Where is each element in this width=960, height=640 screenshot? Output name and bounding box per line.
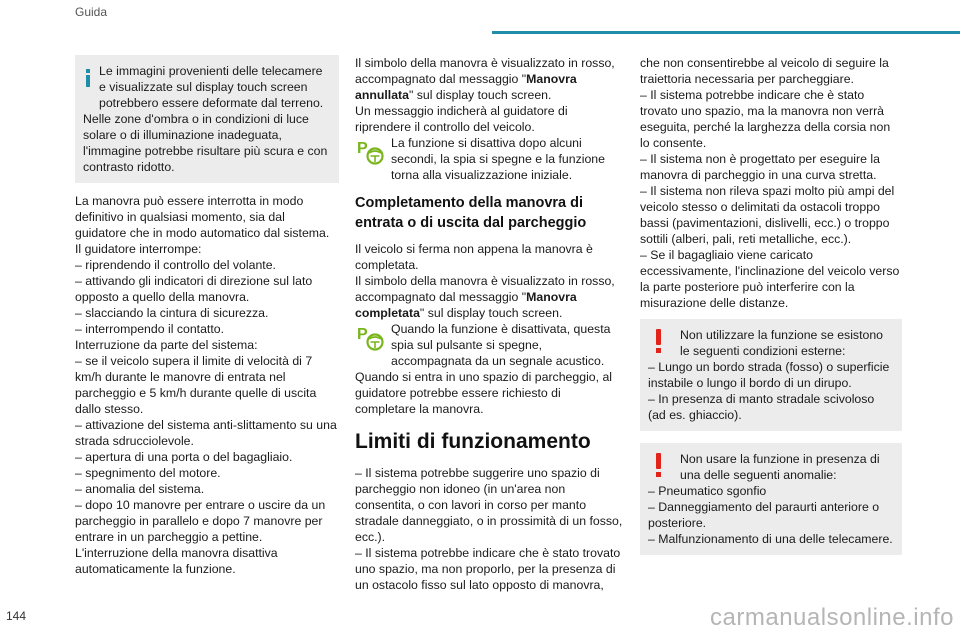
header-accent-bar bbox=[492, 31, 960, 34]
info-text: Nelle zone d'ombra o in condizioni di luce solare o di illuminazione inadeguata, l'immagine potrebbe risultare più scura e con contrasto ridotto. bbox=[83, 112, 328, 174]
warning-item: – Pneumatico sgonfio bbox=[648, 484, 767, 498]
body-paragraph: Quando si entra in uno spazio di parcheggio, al guidatore potrebbe essere richiesto di completare la manovra. bbox=[355, 370, 613, 416]
info-icon bbox=[83, 69, 93, 87]
column-left bbox=[75, 55, 339, 577]
list-item: – Il sistema potrebbe indicare che è stato trovato uno spazio, ma la manovra non verrà eseguita, perché la larghezza della corsia non lo consente. bbox=[640, 88, 891, 150]
body-paragraph: Interruzione da parte del sistema: bbox=[75, 338, 258, 352]
body-paragraph: La manovra può essere interrotta in modo definitivo in qualsiasi momento, sia dal guidatore che in modo automatico dal sistema. bbox=[75, 194, 330, 240]
warning-box bbox=[640, 443, 902, 555]
info-box bbox=[75, 55, 339, 183]
warning-text: Non usare la funzione in presenza di una delle seguenti anomalie: bbox=[680, 452, 880, 482]
watermark: carmanualsonline.info bbox=[710, 604, 954, 631]
list-item: – Se il bagagliaio viene caricato eccessivamente, l'inclinazione del veicolo verso la parte posteriore può interferire con la misurazione delle distanze. bbox=[640, 248, 900, 310]
warning-icon bbox=[648, 329, 670, 355]
body-paragraph: P Quando la funzione è disattivata, questa spia sul pulsante si spegne, accompagnata da un segnale acustico. bbox=[357, 322, 611, 368]
body-paragraph: Il veicolo si ferma non appena la manovra è completata. bbox=[355, 242, 593, 272]
list-item: – spegnimento del motore. bbox=[75, 466, 221, 480]
page-header-title: Guida bbox=[75, 5, 108, 19]
body-paragraph: P La funzione si disattiva dopo alcuni secondi, la spia si spegne e la funzione torna alla visualizzazione iniziale. bbox=[357, 136, 605, 182]
info-text: Le immagini provenienti delle telecamere e visualizzate sul display touch screen potrebbero essere deformate dal terreno. bbox=[99, 64, 324, 110]
body-paragraph: Il guidatore interrompe: bbox=[75, 242, 202, 256]
list-item: – dopo 10 manovre per entrare o uscire da un parcheggio in parallelo e dopo 7 manovre per entrare in un parcheggio a pettine. bbox=[75, 498, 326, 544]
park-assist-indicator-icon bbox=[355, 322, 385, 352]
warning-item: – Lungo un bordo strada (fosso) o superficie instabile o lungo il bordo di un dirupo. bbox=[648, 360, 890, 390]
warning-item: – Danneggiamento del paraurti anteriore o posteriore. bbox=[648, 500, 880, 530]
list-item: – interrompendo il contatto. bbox=[75, 322, 225, 336]
warning-text: Non utilizzare la funzione se esistono le seguenti condizioni esterne: bbox=[680, 328, 884, 358]
list-item: – Il sistema potrebbe indicare che è stato trovato uno spazio, ma non proporlo, per la presenza di un ostacolo fisso sul lato opposto di manovra, bbox=[355, 546, 621, 592]
page-number: 144 bbox=[6, 609, 27, 623]
column-left-body bbox=[75, 193, 339, 577]
section-heading: Completamento della manovra di entrata o di uscita dal parcheggio bbox=[355, 195, 587, 231]
list-item: – attivazione del sistema anti-slittamento su una strada sdrucciolevole. bbox=[75, 418, 337, 448]
list-item: – Il sistema non rileva spazi molto più ampi del veicolo stesso o delimitati da ostacoli troppo bassi (pavimentazioni, dislivelli, ecc.) o troppo sottili (alberi, pali, reti metalliche, ecc.). bbox=[640, 184, 895, 246]
svg-text:P: P bbox=[357, 326, 368, 343]
list-item: – Il sistema non è progettato per eseguire la manovra di parcheggio in una curva stretta. bbox=[640, 152, 880, 182]
list-item: – slacciando la cintura di sicurezza. bbox=[75, 306, 269, 320]
list-item: – apertura di una porta o del bagagliaio. bbox=[75, 450, 293, 464]
list-item: – attivando gli indicatori di direzione sul lato opposto a quello della manovra. bbox=[75, 274, 313, 304]
body-paragraph: L'interruzione della manovra disattiva automaticamente la funzione. bbox=[75, 546, 278, 576]
body-paragraph: Un messaggio indicherà al guidatore di riprendere il controllo del veicolo. bbox=[355, 104, 568, 134]
list-item: – se il veicolo supera il limite di velocità di 7 km/h durante le manovre di entrata nel parcheggio e 5 km/h durante quelle di uscita dallo stesso. bbox=[75, 354, 317, 416]
warning-item: – In presenza di manto stradale scivoloso (ad es. ghiaccio). bbox=[648, 392, 875, 422]
list-item: – Il sistema potrebbe suggerire uno spazio di parcheggio non idoneo (in un'area non consentita, o con lavori in corso per manto stradale danneggiato, o in prossimità di un fosso, ecc.). bbox=[355, 466, 623, 544]
section-title: Limiti di funzionamento bbox=[355, 430, 591, 453]
svg-text:P: P bbox=[357, 140, 368, 157]
warning-item: – Malfunzionamento di una delle telecamere. bbox=[648, 532, 893, 546]
park-assist-indicator-icon bbox=[355, 136, 385, 166]
column-right bbox=[640, 55, 902, 555]
body-paragraph: che non consentirebbe al veicolo di seguire la traiettoria necessaria per parcheggiare. bbox=[640, 56, 889, 86]
column-middle bbox=[355, 55, 623, 593]
list-item: – riprendendo il controllo del volante. bbox=[75, 258, 276, 272]
warning-icon bbox=[648, 453, 670, 479]
warning-box bbox=[640, 319, 902, 431]
body-paragraph: Il simbolo della manovra è visualizzato in rosso, accompagnato dal messaggio "Manovra annullata" sul display touch screen. bbox=[355, 56, 615, 102]
body-paragraph: Il simbolo della manovra è visualizzato in rosso, accompagnato dal messaggio "Manovra completata" sul display touch screen. bbox=[355, 274, 615, 320]
list-item: – anomalia del sistema. bbox=[75, 482, 205, 496]
